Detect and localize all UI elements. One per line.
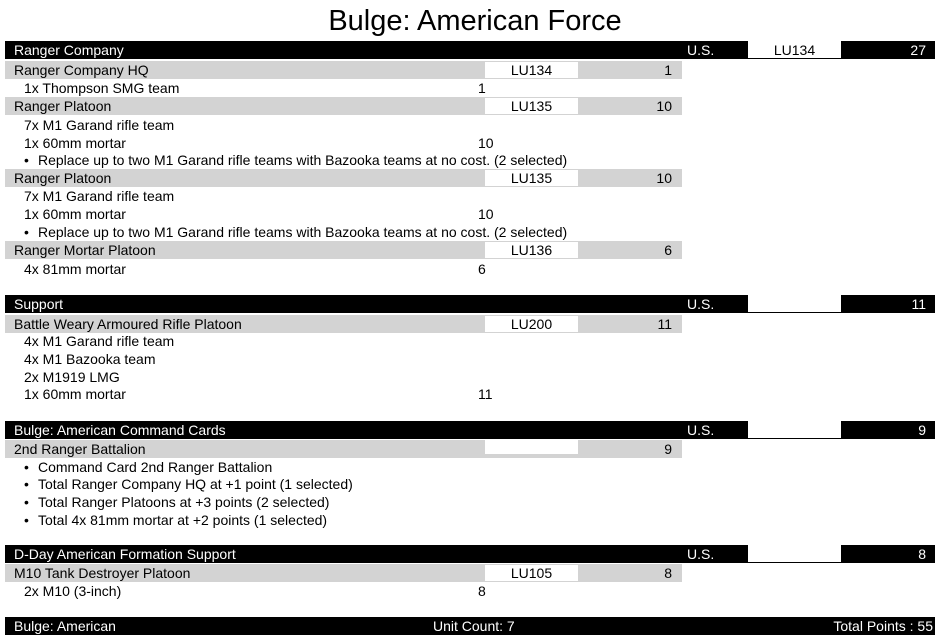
- formation-header: [5, 295, 935, 313]
- item-points: 8: [478, 583, 486, 599]
- item-points: 1: [478, 80, 486, 96]
- unit-item: 4x 81mm mortar: [24, 261, 126, 277]
- formation-header: [5, 545, 935, 563]
- formation-points: 9: [918, 422, 926, 438]
- unit-name: Battle Weary Armoured Rifle Platoon: [14, 316, 242, 332]
- unit-code: LU135: [485, 98, 578, 114]
- total-points: Total Points : 55: [833, 618, 933, 634]
- unit-item: 2x M10 (3-inch): [24, 583, 122, 599]
- item-points: 11: [478, 386, 493, 402]
- formation-header: [5, 41, 935, 59]
- option-text: Replace up to two M1 Garand rifle teams with Bazooka teams at no cost. (2 selected): [38, 224, 568, 240]
- unit-item: 4x M1 Garand rifle team: [24, 333, 175, 349]
- bullet-icon: •: [24, 512, 29, 528]
- unit-option: [24, 223, 567, 241]
- unit-item: 7x M1 Garand rifle team: [24, 188, 175, 204]
- bullet-icon: •: [24, 224, 29, 240]
- unit-name: 2nd Ranger Battalion: [14, 441, 146, 457]
- unit-row: [5, 440, 682, 458]
- unit-option: [24, 151, 567, 169]
- unit-code: LU105: [485, 565, 578, 581]
- formation-nation: U.S.: [687, 422, 715, 438]
- item-points: 10: [478, 135, 494, 151]
- formation-name: D-Day American Formation Support: [14, 546, 236, 562]
- item-points: 10: [478, 206, 494, 222]
- formation-name: Bulge: American Command Cards: [14, 422, 226, 438]
- unit-row: [5, 169, 682, 187]
- bullet-icon: •: [24, 152, 29, 168]
- unit-row: [5, 241, 682, 259]
- unit-item: 1x 60mm mortar: [24, 135, 126, 151]
- page-title: Bulge: American Force: [328, 5, 622, 37]
- formation-name: Ranger Company: [14, 42, 124, 58]
- unit-points: 11: [657, 316, 672, 332]
- item-points: 6: [478, 261, 486, 277]
- unit-points: 10: [656, 98, 672, 114]
- unit-item: 1x Thompson SMG team: [24, 80, 180, 96]
- unit-points: 6: [664, 242, 672, 258]
- unit-name: Ranger Mortar Platoon: [14, 242, 156, 258]
- unit-code: [485, 440, 578, 456]
- unit-option: [24, 458, 272, 476]
- formation-nation: U.S.: [687, 546, 715, 562]
- unit-item: 1x 60mm mortar: [24, 386, 126, 402]
- unit-name: Ranger Company HQ: [14, 62, 149, 78]
- unit-row: [5, 315, 682, 333]
- formation-points: 8: [918, 546, 926, 562]
- formation-nation: U.S.: [687, 42, 715, 58]
- unit-option: [24, 475, 353, 493]
- formation-nation: U.S.: [687, 296, 715, 312]
- unit-name: M10 Tank Destroyer Platoon: [14, 565, 191, 581]
- formation-points: 27: [910, 42, 926, 58]
- unit-name: Ranger Platoon: [14, 98, 112, 114]
- formation-code: LU134: [748, 41, 841, 58]
- option-text: Total 4x 81mm mortar at +2 points (1 selected): [38, 512, 328, 528]
- army-name: Bulge: American: [14, 618, 116, 634]
- unit-item: 7x M1 Garand rifle team: [24, 117, 175, 133]
- formation-header: [5, 421, 935, 439]
- unit-item: 1x 60mm mortar: [24, 206, 126, 222]
- summary-footer: [5, 617, 935, 635]
- unit-option: [24, 493, 329, 511]
- option-text: Total Ranger Company HQ at +1 point (1 selected): [38, 476, 353, 492]
- unit-points: 1: [664, 62, 672, 78]
- unit-code: LU200: [485, 316, 578, 332]
- unit-code: LU135: [485, 170, 578, 186]
- unit-code: LU136: [485, 242, 578, 258]
- unit-code: LU134: [485, 62, 578, 78]
- unit-points: 8: [664, 565, 672, 581]
- option-text: Total Ranger Platoons at +3 points (2 selected): [38, 494, 330, 510]
- bullet-icon: •: [24, 476, 29, 492]
- formation-code: [748, 295, 841, 312]
- unit-name: Ranger Platoon: [14, 170, 112, 186]
- option-text: Replace up to two M1 Garand rifle teams with Bazooka teams at no cost. (2 selected): [38, 152, 568, 168]
- unit-row: [5, 61, 682, 79]
- formation-code: [748, 545, 841, 562]
- formation-name: Support: [14, 296, 64, 312]
- unit-row: [5, 97, 682, 115]
- unit-points: 10: [656, 170, 672, 186]
- unit-item: 2x M1919 LMG: [24, 369, 120, 385]
- formation-points: 11: [911, 296, 926, 312]
- option-text: Command Card 2nd Ranger Battalion: [38, 459, 273, 475]
- unit-item: 4x M1 Bazooka team: [24, 351, 156, 367]
- bullet-icon: •: [24, 459, 29, 475]
- bullet-icon: •: [24, 494, 29, 510]
- formation-code: [748, 421, 841, 438]
- unit-row: [5, 564, 682, 582]
- unit-option: [24, 511, 327, 529]
- unit-points: 9: [664, 441, 672, 457]
- unit-count: Unit Count: 7: [433, 618, 515, 634]
